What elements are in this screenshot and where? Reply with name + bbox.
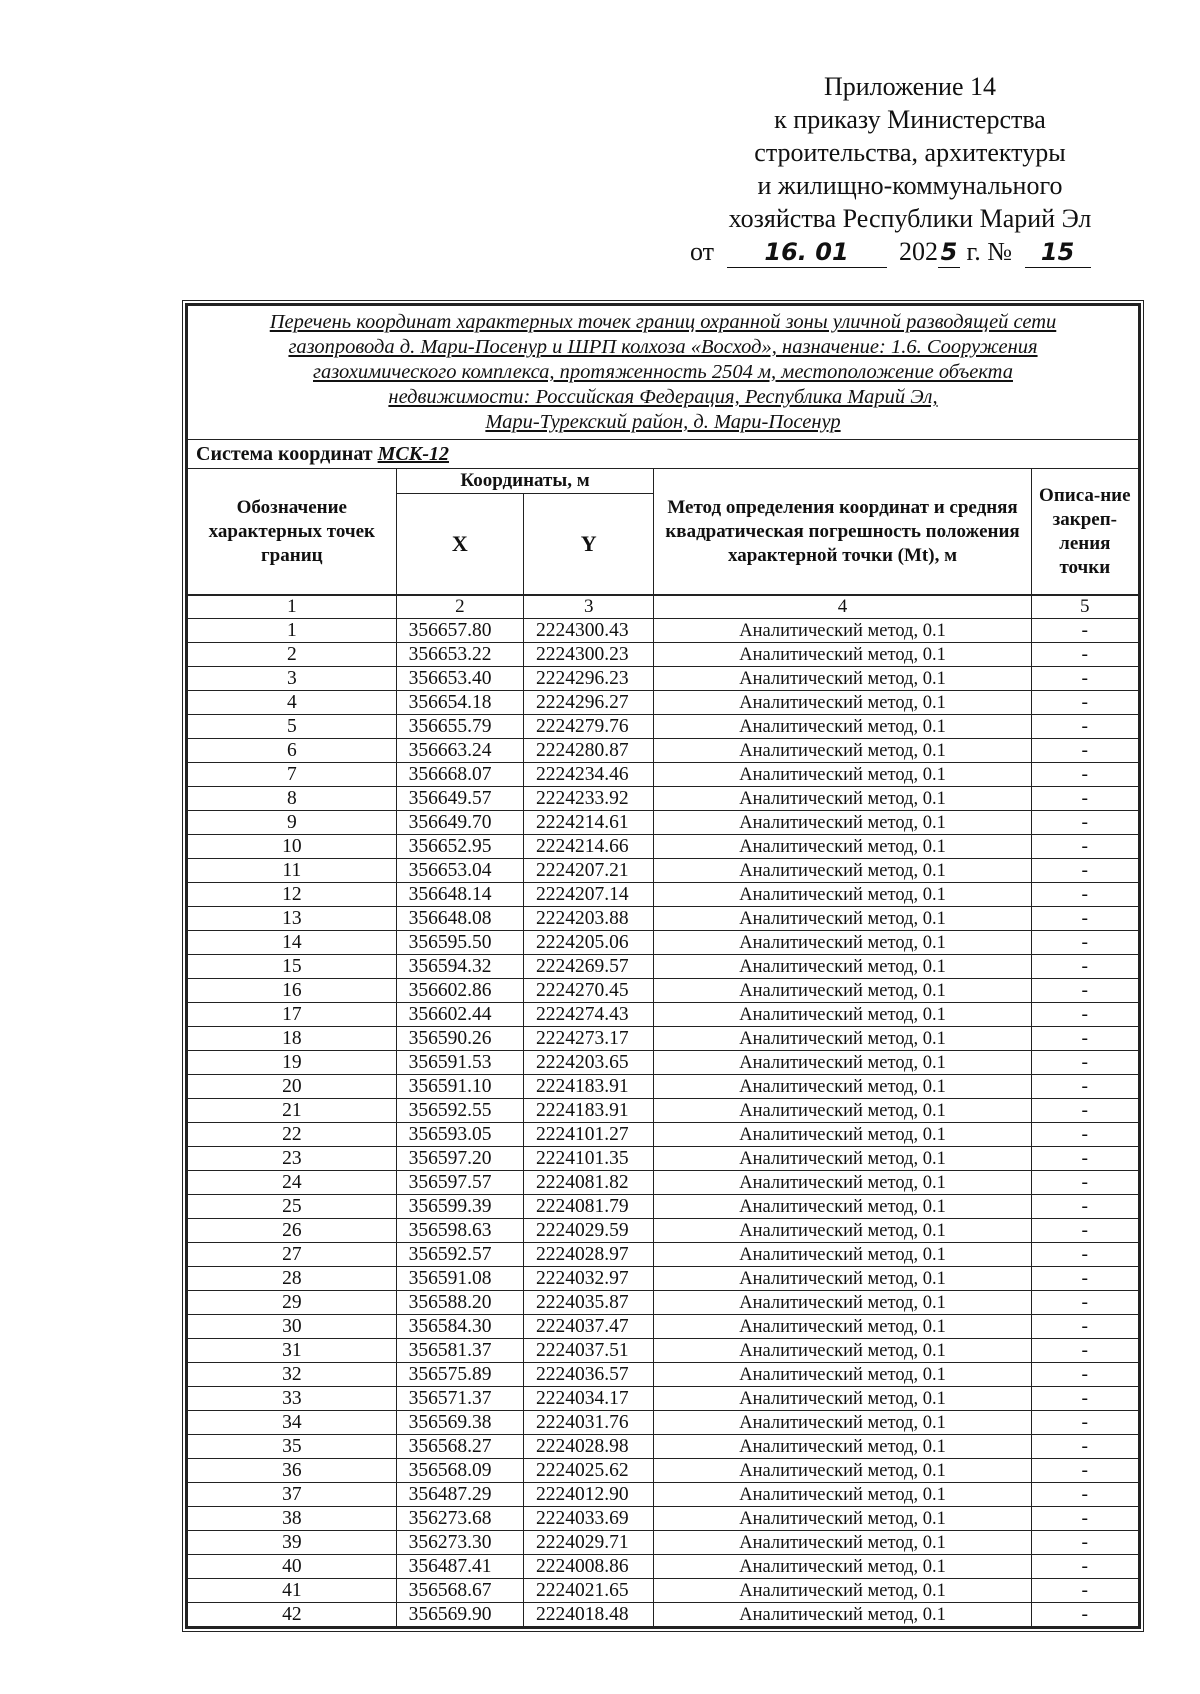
description-cell: - [1031, 1603, 1138, 1627]
table-row [188, 1075, 1139, 1099]
x-coordinate: 356591.10 [396, 1075, 523, 1099]
x-coordinate: 356568.67 [396, 1579, 523, 1603]
x-coordinate: 356655.79 [396, 715, 523, 739]
y-coordinate: 2224270.45 [524, 979, 654, 1003]
point-number: 39 [188, 1531, 397, 1555]
table-row [188, 883, 1139, 907]
point-number: 34 [188, 1411, 397, 1435]
y-coordinate: 2224279.76 [524, 715, 654, 739]
x-coordinate: 356273.30 [396, 1531, 523, 1555]
table-row [188, 1483, 1139, 1507]
column-number: 2 [396, 595, 523, 619]
column-number: 5 [1031, 595, 1138, 619]
y-coordinate: 2224012.90 [524, 1483, 654, 1507]
method-cell: Аналитический метод, 0.1 [654, 1459, 1031, 1483]
y-coordinate: 2224234.46 [524, 763, 654, 787]
x-coordinate: 356568.27 [396, 1435, 523, 1459]
method-cell: Аналитический метод, 0.1 [654, 763, 1031, 787]
y-coordinate: 2224101.27 [524, 1123, 654, 1147]
point-number: 20 [188, 1075, 397, 1099]
table-row [188, 1579, 1139, 1603]
description-cell: - [1031, 1387, 1138, 1411]
point-number: 16 [188, 979, 397, 1003]
method-cell: Аналитический метод, 0.1 [654, 1099, 1031, 1123]
header-line: строительства, архитектуры [754, 138, 1066, 167]
description-cell: - [1031, 691, 1138, 715]
table-row [188, 1387, 1139, 1411]
point-number: 23 [188, 1147, 397, 1171]
y-coordinate: 2224269.57 [524, 955, 654, 979]
x-coordinate: 356597.57 [396, 1171, 523, 1195]
x-coordinate: 356592.55 [396, 1099, 523, 1123]
method-cell: Аналитический метод, 0.1 [654, 643, 1031, 667]
point-number: 14 [188, 931, 397, 955]
title-line: газохимического комплекса, протяженность 2504 м, местоположение объекта [313, 361, 1013, 383]
coordinate-system-label: Система координат [196, 442, 373, 465]
method-cell: Аналитический метод, 0.1 [654, 883, 1031, 907]
point-number: 29 [188, 1291, 397, 1315]
table-row [188, 1267, 1139, 1291]
table-row [188, 739, 1139, 763]
table-row [188, 763, 1139, 787]
coordinate-system [188, 440, 1139, 469]
point-number: 37 [188, 1483, 397, 1507]
point-number: 5 [188, 715, 397, 739]
x-coordinate: 356649.57 [396, 787, 523, 811]
point-number: 27 [188, 1243, 397, 1267]
point-number: 18 [188, 1027, 397, 1051]
description-cell: - [1031, 1435, 1138, 1459]
description-cell: - [1031, 1555, 1138, 1579]
description-cell: - [1031, 1147, 1138, 1171]
description-cell: - [1031, 1051, 1138, 1075]
method-cell: Аналитический метод, 0.1 [654, 1411, 1031, 1435]
title-line: недвижимости: Российская Федерация, Республика Марий Эл, [388, 386, 938, 408]
method-cell: Аналитический метод, 0.1 [654, 619, 1031, 643]
x-coordinate: 356569.38 [396, 1411, 523, 1435]
point-number: 38 [188, 1507, 397, 1531]
y-coordinate: 2224033.69 [524, 1507, 654, 1531]
y-coordinate: 2224296.27 [524, 691, 654, 715]
y-coordinate: 2224205.06 [524, 931, 654, 955]
order-year-suffix: г. № [966, 237, 1013, 266]
x-coordinate: 356591.08 [396, 1267, 523, 1291]
table-row [188, 1195, 1139, 1219]
point-number: 15 [188, 955, 397, 979]
method-cell: Аналитический метод, 0.1 [654, 1291, 1031, 1315]
y-coordinate: 2224207.14 [524, 883, 654, 907]
method-cell: Аналитический метод, 0.1 [654, 1243, 1031, 1267]
point-number: 32 [188, 1363, 397, 1387]
y-coordinate: 2224034.17 [524, 1387, 654, 1411]
y-coordinate: 2224029.71 [524, 1531, 654, 1555]
method-cell: Аналитический метод, 0.1 [654, 1075, 1031, 1099]
method-cell: Аналитический метод, 0.1 [654, 907, 1031, 931]
description-cell: - [1031, 931, 1138, 955]
x-coordinate: 356648.14 [396, 883, 523, 907]
point-number: 22 [188, 1123, 397, 1147]
title-line: Перечень координат характерных точек границ охранной зоны уличной разводящей сети [269, 311, 1057, 333]
description-cell: - [1031, 907, 1138, 931]
y-coordinate: 2224018.48 [524, 1603, 654, 1627]
point-number: 31 [188, 1339, 397, 1363]
y-coordinate: 2224028.97 [524, 1243, 654, 1267]
order-year-handwritten: 5 [938, 237, 960, 268]
table-row [188, 835, 1139, 859]
point-number: 42 [188, 1603, 397, 1627]
table-row [188, 1171, 1139, 1195]
x-coordinate: 356569.90 [396, 1603, 523, 1627]
y-coordinate: 2224296.23 [524, 667, 654, 691]
y-coordinate: 2224037.47 [524, 1315, 654, 1339]
table-row [188, 643, 1139, 667]
table-row [188, 1291, 1139, 1315]
method-cell: Аналитический метод, 0.1 [654, 667, 1031, 691]
y-coordinate: 2224183.91 [524, 1075, 654, 1099]
method-cell: Аналитический метод, 0.1 [654, 1051, 1031, 1075]
point-number: 8 [188, 787, 397, 811]
title-line: газопровода д. Мари-Посенур и ШРП колхоза «Восход», назначение: 1.6. Сооружения [288, 336, 1038, 358]
x-coordinate: 356273.68 [396, 1507, 523, 1531]
description-cell: - [1031, 1099, 1138, 1123]
point-number: 17 [188, 1003, 397, 1027]
table-row [188, 1531, 1139, 1555]
point-number: 1 [188, 619, 397, 643]
description-cell: - [1031, 1171, 1138, 1195]
y-coordinate: 2224280.87 [524, 739, 654, 763]
x-coordinate: 356654.18 [396, 691, 523, 715]
order-reference [690, 235, 1130, 268]
description-cell: - [1031, 1195, 1138, 1219]
description-cell: - [1031, 787, 1138, 811]
point-number: 2 [188, 643, 397, 667]
description-cell: - [1031, 955, 1138, 979]
table-row [188, 691, 1139, 715]
table-row [188, 1003, 1139, 1027]
coordinates-table [187, 305, 1139, 1627]
point-number: 41 [188, 1579, 397, 1603]
x-coordinate: 356602.44 [396, 1003, 523, 1027]
x-coordinate: 356595.50 [396, 931, 523, 955]
coordinates-table-frame [185, 303, 1141, 1629]
point-number: 30 [188, 1315, 397, 1339]
x-coordinate: 356591.53 [396, 1051, 523, 1075]
table-row [188, 1315, 1139, 1339]
x-coordinate: 356657.80 [396, 619, 523, 643]
method-cell: Аналитический метод, 0.1 [654, 1603, 1031, 1627]
point-number: 3 [188, 667, 397, 691]
y-coordinate: 2224273.17 [524, 1027, 654, 1051]
point-number: 25 [188, 1195, 397, 1219]
description-cell: - [1031, 715, 1138, 739]
method-cell: Аналитический метод, 0.1 [654, 1555, 1031, 1579]
x-coordinate: 356648.08 [396, 907, 523, 931]
point-number: 7 [188, 763, 397, 787]
x-coordinate: 356653.22 [396, 643, 523, 667]
x-coordinate: 356487.29 [396, 1483, 523, 1507]
table-row [188, 1219, 1139, 1243]
method-cell: Аналитический метод, 0.1 [654, 931, 1031, 955]
table-row [188, 955, 1139, 979]
method-cell: Аналитический метод, 0.1 [654, 811, 1031, 835]
description-cell: - [1031, 811, 1138, 835]
y-coordinate: 2224233.92 [524, 787, 654, 811]
table-row [188, 811, 1139, 835]
table-row [188, 1507, 1139, 1531]
table-row [188, 1027, 1139, 1051]
header-designation: Обозначение характерных точек границ [188, 469, 397, 596]
y-coordinate: 2224203.88 [524, 907, 654, 931]
table-row [188, 1339, 1139, 1363]
point-number: 26 [188, 1219, 397, 1243]
y-coordinate: 2224214.66 [524, 835, 654, 859]
x-coordinate: 356653.04 [396, 859, 523, 883]
description-cell: - [1031, 1027, 1138, 1051]
method-cell: Аналитический метод, 0.1 [654, 1531, 1031, 1555]
column-number: 1 [188, 595, 397, 619]
table-row [188, 1243, 1139, 1267]
x-coordinate: 356599.39 [396, 1195, 523, 1219]
x-coordinate: 356575.89 [396, 1363, 523, 1387]
x-coordinate: 356571.37 [396, 1387, 523, 1411]
table-row [188, 1411, 1139, 1435]
point-number: 40 [188, 1555, 397, 1579]
y-coordinate: 2224028.98 [524, 1435, 654, 1459]
coordinate-system-value: МСК-12 [377, 442, 449, 465]
method-cell: Аналитический метод, 0.1 [654, 1027, 1031, 1051]
y-coordinate: 2224021.65 [524, 1579, 654, 1603]
x-coordinate: 356594.32 [396, 955, 523, 979]
method-cell: Аналитический метод, 0.1 [654, 1267, 1031, 1291]
header-y: Y [524, 494, 654, 596]
method-cell: Аналитический метод, 0.1 [654, 787, 1031, 811]
method-cell: Аналитический метод, 0.1 [654, 979, 1031, 1003]
header-line: к приказу Министерства [774, 105, 1046, 134]
description-cell: - [1031, 1315, 1138, 1339]
x-coordinate: 356668.07 [396, 763, 523, 787]
table-row [188, 1099, 1139, 1123]
order-year-prefix: 202 [899, 237, 939, 266]
description-cell: - [1031, 1459, 1138, 1483]
y-coordinate: 2224029.59 [524, 1219, 654, 1243]
method-cell: Аналитический метод, 0.1 [654, 1363, 1031, 1387]
point-number: 28 [188, 1267, 397, 1291]
method-cell: Аналитический метод, 0.1 [654, 1123, 1031, 1147]
method-cell: Аналитический метод, 0.1 [654, 1315, 1031, 1339]
document-header [690, 70, 1130, 268]
header-coordinates: Координаты, м [396, 469, 654, 494]
method-cell: Аналитический метод, 0.1 [654, 1003, 1031, 1027]
method-cell: Аналитический метод, 0.1 [654, 1507, 1031, 1531]
header-line: и жилищно-коммунального [757, 171, 1063, 200]
y-coordinate: 2224214.61 [524, 811, 654, 835]
description-cell: - [1031, 1483, 1138, 1507]
point-number: 33 [188, 1387, 397, 1411]
description-cell: - [1031, 835, 1138, 859]
point-number: 19 [188, 1051, 397, 1075]
x-coordinate: 356602.86 [396, 979, 523, 1003]
method-cell: Аналитический метод, 0.1 [654, 1195, 1031, 1219]
header-line: хозяйства Республики Марий Эл [728, 204, 1092, 233]
method-cell: Аналитический метод, 0.1 [654, 691, 1031, 715]
description-cell: - [1031, 1219, 1138, 1243]
description-cell: - [1031, 979, 1138, 1003]
table-row [188, 931, 1139, 955]
description-cell: - [1031, 859, 1138, 883]
table-row [188, 667, 1139, 691]
method-cell: Аналитический метод, 0.1 [654, 715, 1031, 739]
method-cell: Аналитический метод, 0.1 [654, 835, 1031, 859]
header-line: Приложение 14 [823, 72, 997, 101]
table-row [188, 979, 1139, 1003]
header-x: X [396, 494, 523, 596]
description-cell: - [1031, 1291, 1138, 1315]
description-cell: - [1031, 1411, 1138, 1435]
table-row [188, 1147, 1139, 1171]
x-coordinate: 356597.20 [396, 1147, 523, 1171]
y-coordinate: 2224207.21 [524, 859, 654, 883]
description-cell: - [1031, 1531, 1138, 1555]
column-number: 4 [654, 595, 1031, 619]
description-cell: - [1031, 739, 1138, 763]
x-coordinate: 356568.09 [396, 1459, 523, 1483]
point-number: 11 [188, 859, 397, 883]
description-cell: - [1031, 1123, 1138, 1147]
table-row [188, 1051, 1139, 1075]
y-coordinate: 2224025.62 [524, 1459, 654, 1483]
y-coordinate: 2224300.43 [524, 619, 654, 643]
y-coordinate: 2224274.43 [524, 1003, 654, 1027]
method-cell: Аналитический метод, 0.1 [654, 955, 1031, 979]
y-coordinate: 2224031.76 [524, 1411, 654, 1435]
description-cell: - [1031, 619, 1138, 643]
point-number: 12 [188, 883, 397, 907]
x-coordinate: 356652.95 [396, 835, 523, 859]
x-coordinate: 356593.05 [396, 1123, 523, 1147]
description-cell: - [1031, 1267, 1138, 1291]
order-date-handwritten: 16. 01 [727, 237, 887, 268]
table-row [188, 1459, 1139, 1483]
table-body [188, 619, 1139, 1627]
title-line: Мари-Турекский район, д. Мари-Посенур [485, 411, 841, 433]
x-coordinate: 356649.70 [396, 811, 523, 835]
point-number: 36 [188, 1459, 397, 1483]
description-cell: - [1031, 667, 1138, 691]
description-cell: - [1031, 1339, 1138, 1363]
x-coordinate: 356592.57 [396, 1243, 523, 1267]
point-number: 35 [188, 1435, 397, 1459]
table-row [188, 1435, 1139, 1459]
header-description: Описа-ние закреп-ления точки [1031, 469, 1138, 596]
y-coordinate: 2224203.65 [524, 1051, 654, 1075]
method-cell: Аналитический метод, 0.1 [654, 739, 1031, 763]
order-prefix: от [690, 237, 715, 266]
description-cell: - [1031, 883, 1138, 907]
method-cell: Аналитический метод, 0.1 [654, 1219, 1031, 1243]
point-number: 21 [188, 1099, 397, 1123]
table-row [188, 1363, 1139, 1387]
x-coordinate: 356588.20 [396, 1291, 523, 1315]
method-cell: Аналитический метод, 0.1 [654, 1579, 1031, 1603]
table-row [188, 1123, 1139, 1147]
x-coordinate: 356663.24 [396, 739, 523, 763]
y-coordinate: 2224081.79 [524, 1195, 654, 1219]
table-row [188, 1603, 1139, 1627]
method-cell: Аналитический метод, 0.1 [654, 1435, 1031, 1459]
column-number: 3 [524, 595, 654, 619]
method-cell: Аналитический метод, 0.1 [654, 1387, 1031, 1411]
description-cell: - [1031, 1579, 1138, 1603]
y-coordinate: 2224101.35 [524, 1147, 654, 1171]
description-cell: - [1031, 1075, 1138, 1099]
point-number: 6 [188, 739, 397, 763]
description-cell: - [1031, 1003, 1138, 1027]
y-coordinate: 2224032.97 [524, 1267, 654, 1291]
description-cell: - [1031, 1363, 1138, 1387]
y-coordinate: 2224300.23 [524, 643, 654, 667]
x-coordinate: 356584.30 [396, 1315, 523, 1339]
description-cell: - [1031, 1243, 1138, 1267]
y-coordinate: 2224183.91 [524, 1099, 654, 1123]
table-row [188, 787, 1139, 811]
x-coordinate: 356598.63 [396, 1219, 523, 1243]
x-coordinate: 356590.26 [396, 1027, 523, 1051]
method-cell: Аналитический метод, 0.1 [654, 1147, 1031, 1171]
point-number: 13 [188, 907, 397, 931]
table-row [188, 715, 1139, 739]
y-coordinate: 2224035.87 [524, 1291, 654, 1315]
table-row [188, 1555, 1139, 1579]
x-coordinate: 356581.37 [396, 1339, 523, 1363]
order-number-handwritten: 15 [1025, 237, 1091, 268]
header-method: Метод определения координат и средняя квадратическая погрешность положения характерной точки (Mt), м [654, 469, 1031, 596]
y-coordinate: 2224037.51 [524, 1339, 654, 1363]
y-coordinate: 2224036.57 [524, 1363, 654, 1387]
y-coordinate: 2224081.82 [524, 1171, 654, 1195]
table-title [188, 306, 1139, 440]
point-number: 4 [188, 691, 397, 715]
method-cell: Аналитический метод, 0.1 [654, 1171, 1031, 1195]
method-cell: Аналитический метод, 0.1 [654, 1339, 1031, 1363]
point-number: 9 [188, 811, 397, 835]
table-row [188, 859, 1139, 883]
method-cell: Аналитический метод, 0.1 [654, 1483, 1031, 1507]
table-row [188, 619, 1139, 643]
description-cell: - [1031, 643, 1138, 667]
y-coordinate: 2224008.86 [524, 1555, 654, 1579]
description-cell: - [1031, 763, 1138, 787]
method-cell: Аналитический метод, 0.1 [654, 859, 1031, 883]
description-cell: - [1031, 1507, 1138, 1531]
x-coordinate: 356653.40 [396, 667, 523, 691]
x-coordinate: 356487.41 [396, 1555, 523, 1579]
point-number: 24 [188, 1171, 397, 1195]
point-number: 10 [188, 835, 397, 859]
table-row [188, 907, 1139, 931]
